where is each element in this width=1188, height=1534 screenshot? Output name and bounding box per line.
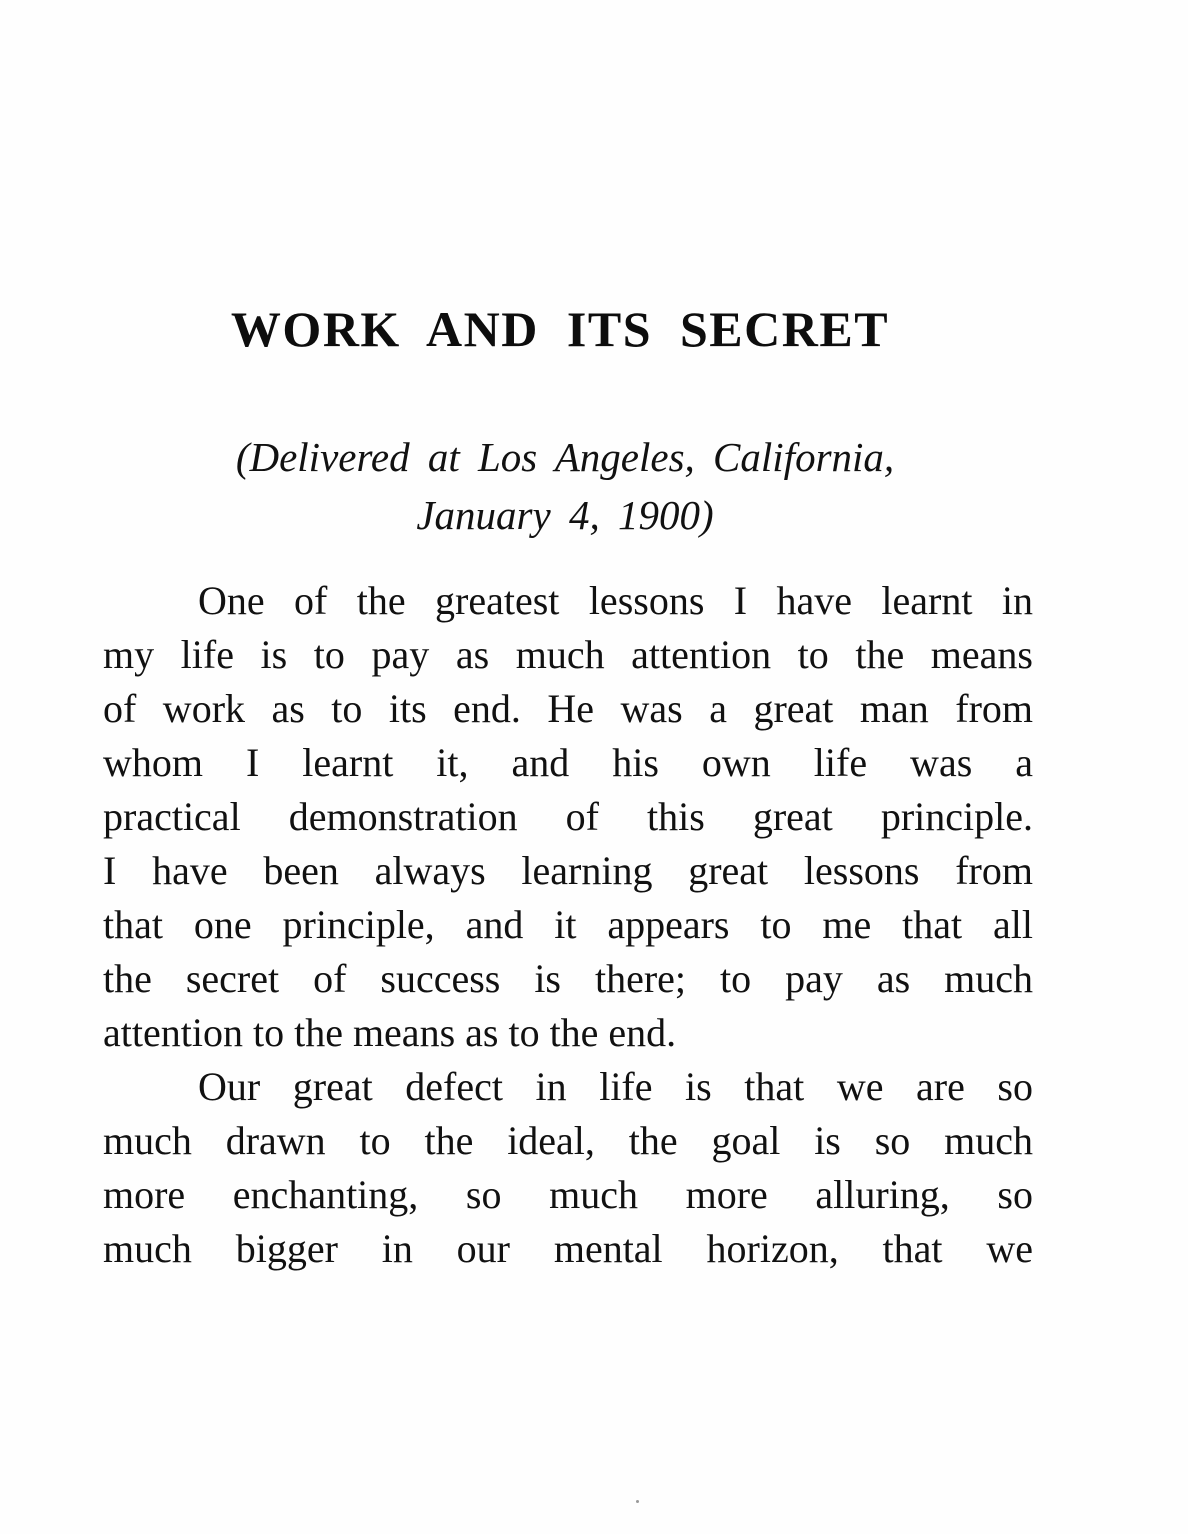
text-line: Our great defect in life is that we are so	[198, 1064, 1033, 1109]
scan-speck	[636, 1500, 639, 1503]
subtitle-line: (Delivered at Los Angeles, California,	[235, 434, 895, 480]
text-line: of work as to its end. He was a great man from	[103, 686, 1033, 731]
text-line: that one principle, and it appears to me that all	[103, 902, 1033, 947]
chapter-title: WORK AND ITS SECRET	[230, 301, 890, 357]
subtitle-line: January 4, 1900)	[416, 492, 714, 538]
text-line: practical demonstration of this great principle.	[103, 794, 1033, 839]
text-line: whom I learnt it, and his own life was a	[103, 740, 1033, 785]
chapter-subtitle	[0, 428, 1130, 544]
text-line: much bigger in our mental horizon, that we	[103, 1226, 1033, 1271]
body-text	[103, 574, 1033, 1276]
paragraph-2	[103, 1060, 1033, 1276]
text-line: much drawn to the ideal, the goal is so much	[103, 1118, 1033, 1163]
text-line: more enchanting, so much more alluring, so	[103, 1172, 1033, 1217]
text-line: the secret of success is there; to pay as much	[103, 956, 1033, 1001]
text-line: I have been always learning great lessons from	[103, 848, 1033, 893]
text-line: One of the greatest lessons I have learnt in	[198, 578, 1033, 623]
text-line: attention to the means as to the end.	[103, 1010, 677, 1055]
paragraph-1	[103, 574, 1033, 1060]
text-line: my life is to pay as much attention to the means	[103, 632, 1033, 677]
